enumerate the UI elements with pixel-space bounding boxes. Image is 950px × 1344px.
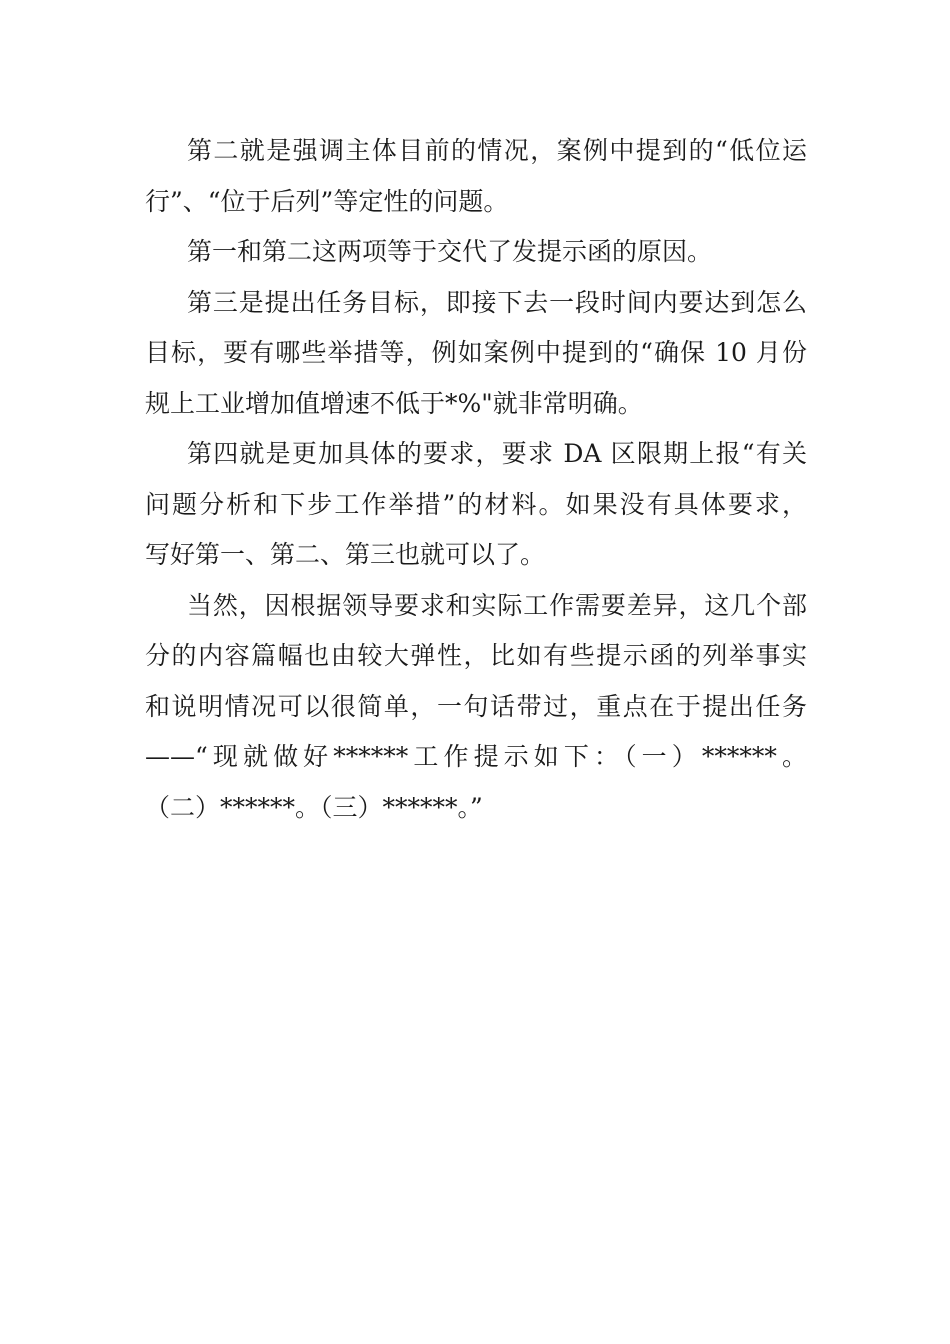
paragraph-line: 目标，要有哪些举措等，例如案例中提到的“确保 10 月份 <box>145 338 807 367</box>
paragraph-line: 写好第一、第二、第三也就可以了。 <box>145 540 546 569</box>
paragraph-line: 规上工业增加值增速不低于*%"就非常明确。 <box>145 388 643 418</box>
paragraph-4 <box>145 429 807 581</box>
document-page <box>145 126 807 833</box>
paragraph-line: （二）******。（三）******。” <box>145 792 483 822</box>
paragraph-line: ——“现就做好******工作提示如下：（一）******。 <box>145 742 807 771</box>
paragraph-2 <box>145 227 807 278</box>
paragraph-line: 当然，因根据领导要求和实际工作需要差异，这几个部 <box>187 590 807 620</box>
paragraph-3 <box>145 278 807 430</box>
paragraph-line: 分的内容篇幅也由较大弹性，比如有些提示函的列举事实 <box>145 641 807 670</box>
paragraph-line: 第四就是更加具体的要求，要求 DA 区限期上报“有关 <box>187 439 807 468</box>
paragraph-line: 和说明情况可以很简单，一句话带过，重点在于提出任务 <box>145 691 807 721</box>
paragraph-line: 第三是提出任务目标，即接下去一段时间内要达到怎么 <box>187 287 807 317</box>
paragraph-1 <box>145 126 807 227</box>
paragraph-line: 第二就是强调主体目前的情况，案例中提到的“低位运 <box>187 136 807 165</box>
paragraph-line: 问题分析和下步工作举措”的材料。如果没有具体要求， <box>145 489 807 519</box>
paragraph-line: 第一和第二这两项等于交代了发提示函的原因。 <box>187 237 713 266</box>
paragraph-line: 行”、“位于后列”等定性的问题。 <box>145 186 509 216</box>
paragraph-5 <box>145 581 807 834</box>
